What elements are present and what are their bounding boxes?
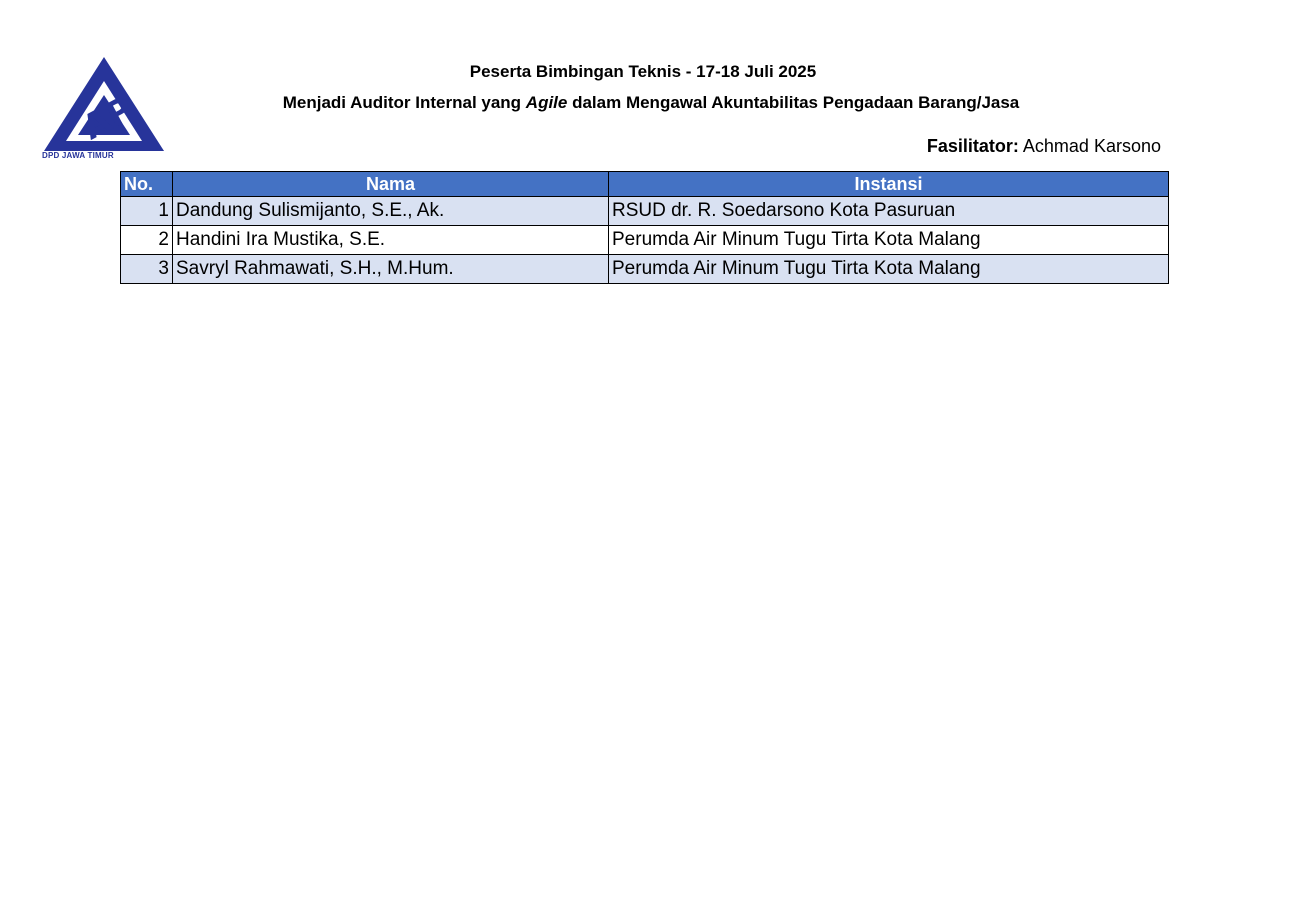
page-subtitle (6, 93, 1290, 113)
participant-name: Savryl Rahmawati, S.H., M.Hum. (173, 255, 609, 284)
logo-caption: DPD JAWA TIMUR (42, 151, 114, 160)
row-number: 1 (121, 197, 173, 226)
facilitator-line (927, 136, 1161, 157)
table-row (121, 255, 1169, 284)
table-header-row (121, 172, 1169, 197)
subtitle-italic-word: Agile (525, 93, 568, 112)
page-title: Peserta Bimbingan Teknis - 17-18 Juli 2025 (469, 62, 817, 81)
column-header-instansi: Instansi (609, 172, 1169, 197)
participant-institution: Perumda Air Minum Tugu Tirta Kota Malang (609, 255, 1169, 284)
participant-name: Handini Ira Mustika, S.E. (173, 226, 609, 255)
subtitle-part-1: Menjadi Auditor Internal yang (282, 93, 526, 112)
column-header-nama: Nama (173, 172, 609, 197)
participant-institution: Perumda Air Minum Tugu Tirta Kota Malang (609, 226, 1169, 255)
participants-table (120, 171, 1169, 284)
column-header-no: No. (121, 172, 173, 197)
row-number: 2 (121, 226, 173, 255)
svg-text:AP: AP (76, 88, 141, 149)
facilitator-label: Fasilitator: (926, 136, 1019, 156)
row-number: 3 (121, 255, 173, 284)
table-row (121, 197, 1169, 226)
table-row (121, 226, 1169, 255)
subtitle-part-2: dalam Mengawal Akuntabilitas Pengadaan Barang/Jasa (567, 93, 1020, 112)
participant-institution: RSUD dr. R. Soedarsono Kota Pasuruan (609, 197, 1169, 226)
participant-name: Dandung Sulismijanto, S.E., Ak. (173, 197, 609, 226)
facilitator-name: Achmad Karsono (1018, 136, 1161, 156)
